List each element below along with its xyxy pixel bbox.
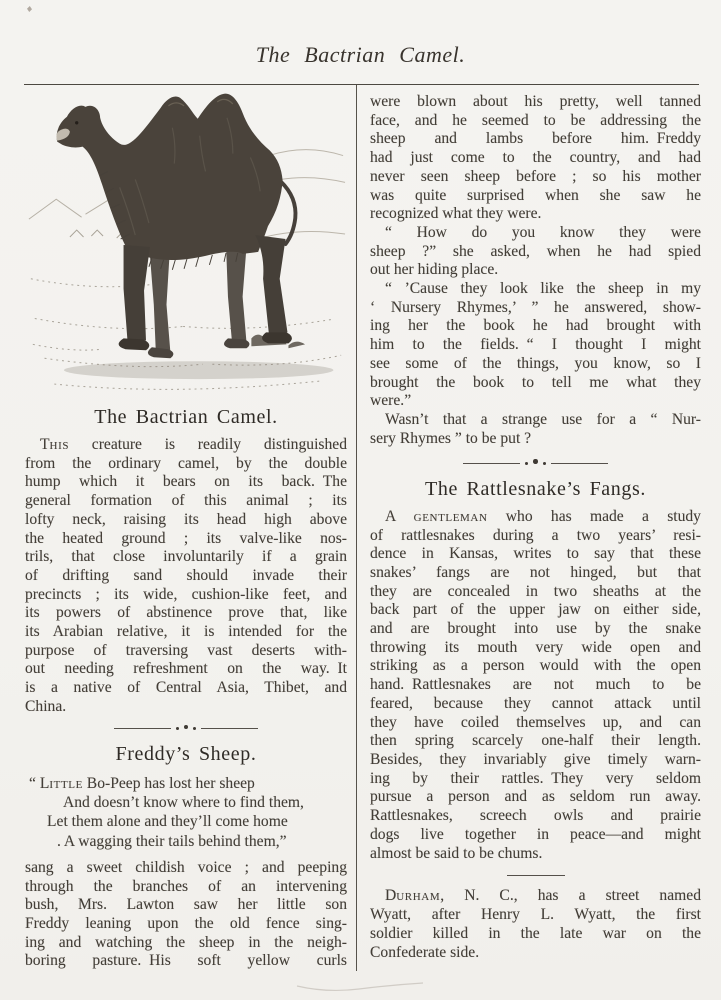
text-line: [25, 455, 347, 474]
text-run: trils, that close involuntarily if a grain: [25, 548, 347, 566]
text-run: of drifting sand should invade their: [25, 566, 347, 584]
text-run: almost be said to be chums.: [370, 844, 543, 862]
text-run: face, and he seemed to be addressing the: [370, 111, 701, 129]
text-run: never seen sheep before ; so his mother: [370, 167, 701, 185]
text-run: , N. C., has a street named: [440, 887, 701, 905]
text-run: . A wagging their tails behind them,”: [57, 832, 287, 850]
text-run: sheep ?” she asked, when he had spied: [370, 242, 701, 260]
text-line: [25, 859, 347, 878]
text-run: striking as a person would with the open: [370, 657, 701, 675]
text-line: [25, 934, 347, 953]
text-run: Bo-Peep has lost her sheep: [82, 775, 255, 793]
freddys-sheep-article-body: [25, 859, 347, 971]
text-line: [370, 601, 701, 620]
text-line: [370, 392, 701, 411]
camel-illustration: [25, 88, 347, 394]
text-line: [370, 93, 701, 112]
text-line: [370, 545, 701, 564]
text-run: sheep and lambs before him. Freddy: [370, 130, 701, 148]
text-line: [370, 657, 701, 676]
text-run: purpose of traversing vast deserts with-: [25, 641, 347, 659]
article-heading-rattlesnakes-fangs: The Rattlesnake’s Fangs.: [425, 477, 646, 500]
right-column: [356, 85, 701, 971]
text-line: [370, 261, 701, 280]
text-line: [25, 623, 347, 642]
text-run: back part of the upper jaw on either side,: [370, 601, 701, 619]
text-line: [370, 243, 701, 262]
text-run: feared, because they cannot attack until: [370, 694, 701, 712]
text-line: [25, 436, 347, 455]
text-line: [370, 527, 701, 546]
text-run: “ ’Cause they look like the sheep in my: [385, 280, 701, 298]
freddys-sheep-continuation: [370, 93, 701, 448]
text-run: out her hiding place.: [370, 261, 499, 279]
text-run: Rattlesnakes, screech owls and prairie: [370, 807, 701, 825]
paragraph: [25, 436, 347, 717]
divider-line: [201, 728, 258, 729]
text-line: [370, 732, 701, 751]
camel-near-hind-leg: [255, 235, 287, 334]
text-run: hand. Rattlesnakes are not much to be: [370, 676, 701, 694]
paragraph: [29, 774, 347, 851]
two-column-layout: [25, 85, 701, 971]
text-run: China.: [25, 697, 67, 715]
text-line: [25, 896, 347, 915]
text-run: soldier killed in the late war on the: [370, 924, 701, 942]
divider-line: [551, 463, 608, 464]
text-run: Freddy leaning upon the old fence sing-: [25, 914, 347, 932]
text-run: creature is readily distinguished: [69, 436, 347, 453]
text-line: [370, 807, 701, 826]
note-divider-rule: [507, 875, 565, 876]
text-run: brought the book to tell me what they: [370, 373, 701, 391]
text-line: [370, 224, 701, 243]
text-line: [29, 812, 347, 831]
text-run: they are concealed in two sheaths at the: [370, 582, 701, 600]
text-line: [370, 751, 701, 770]
text-line: [25, 492, 347, 511]
text-line: [29, 793, 347, 812]
paragraph: [370, 508, 701, 863]
text-run: Wasn’t that a strange use for a “ Nur-: [385, 410, 701, 428]
text-run: “ How do you know they were: [385, 223, 701, 241]
text-run: Confederate side.: [370, 943, 480, 961]
divider-dot: [525, 462, 528, 465]
text-run: is a native of Central Asia, Thibet, and: [25, 679, 347, 697]
text-line: [370, 508, 701, 527]
camel-far-legs: [150, 245, 247, 352]
bo-peep-poem: [29, 774, 347, 851]
divider-dot: [543, 462, 546, 465]
article-heading-bactrian-camel: The Bactrian Camel.: [94, 406, 278, 428]
text-run: D: [385, 887, 397, 905]
text-run: were blown about his pretty, well tanned: [370, 93, 701, 110]
text-run: was quite surprised when she saw he: [370, 186, 701, 204]
article-heading-freddys-sheep: Freddy’s Sheep.: [115, 743, 257, 766]
text-run: hump which it bears on its back. The: [25, 473, 347, 491]
text-line: [370, 317, 701, 336]
text-line: [370, 788, 701, 807]
text-line: [370, 280, 701, 299]
text-line: [370, 845, 701, 864]
text-line: [370, 168, 701, 187]
camel-near-front-leg: [124, 245, 150, 340]
text-run: sang a sweet childish voice ; and peeping: [25, 858, 347, 876]
text-line: [370, 187, 701, 206]
text-line: [25, 915, 347, 934]
text-run: ing by their rattles. They very seldom: [370, 769, 701, 787]
camel-eye: [75, 121, 78, 124]
paragraph: [370, 280, 701, 411]
text-run: see some of the things, you know, so I: [370, 354, 701, 372]
text-run: and are brought into use by the snake: [370, 620, 701, 638]
text-run: ing her the book he had brought with: [370, 317, 701, 335]
text-run: A: [385, 507, 414, 525]
text-run: from the ordinary camel, by the double: [25, 454, 347, 472]
text-line: [25, 530, 347, 549]
text-line: [25, 586, 347, 605]
text-line: [370, 944, 701, 963]
text-line: [25, 679, 347, 698]
small-caps-text: ittle: [49, 775, 83, 793]
text-run: were.”: [370, 392, 412, 410]
bactrian-camel-article-body: [25, 436, 347, 717]
small-caps-text: urham: [396, 887, 441, 905]
divider-ornament: [25, 727, 347, 732]
text-run: ‘ Nursery Rhymes,’ ” he answered, show-: [370, 298, 701, 316]
text-line: [370, 925, 701, 944]
text-line: [370, 826, 701, 845]
text-run: boring pasture. His soft yellow curls: [25, 952, 347, 970]
text-run: its powers of abstinence prove that, like: [25, 604, 347, 622]
text-line: [25, 604, 347, 623]
text-run: recognized what they were.: [370, 205, 542, 223]
text-line: [370, 130, 701, 149]
text-run: dence in Kansas, writes to say that these: [370, 545, 701, 563]
text-run: its Arabian relative, it is intended for the: [25, 623, 347, 641]
text-run: out needing refreshment on the way. It: [25, 660, 347, 678]
text-run: had just come to the country, and had: [370, 149, 701, 167]
text-line: [370, 887, 701, 906]
text-run: T: [40, 436, 50, 453]
left-column: [25, 85, 356, 971]
text-run: snakes’ fangs are not hinged, but that: [370, 563, 701, 581]
text-run: the heated ground ; its valve-like nos-: [25, 529, 347, 547]
text-line: [370, 620, 701, 639]
divider-ornament: [370, 461, 701, 466]
text-run: throwing its mouth very wide open and: [370, 638, 701, 656]
divider-dot: [184, 725, 189, 730]
text-line: [25, 952, 347, 971]
divider-dot: [533, 459, 538, 464]
text-line: [370, 355, 701, 374]
text-line: [370, 374, 701, 393]
text-line: [25, 473, 347, 492]
text-run: then spring scarcely one-half their length.: [370, 732, 701, 750]
paragraph: [25, 859, 347, 971]
text-run: bush, Mrs. Lawton saw her little son: [25, 896, 347, 914]
text-run: pursue a person and as seldom run away.: [370, 788, 701, 806]
text-run: Wyatt, after Henry L. Wyatt, the first: [370, 906, 701, 924]
text-line: [370, 695, 701, 714]
divider-dot: [176, 727, 179, 730]
text-run: lofty neck, raising its head high above: [25, 510, 347, 528]
text-line: [29, 774, 347, 793]
page-curl-mark: [295, 976, 425, 992]
divider-line: [463, 463, 520, 464]
text-line: [29, 832, 347, 851]
camel-engraving-svg: [25, 88, 347, 394]
text-line: [370, 205, 701, 224]
text-line: [370, 770, 701, 789]
text-line: [25, 878, 347, 897]
text-line: [370, 906, 701, 925]
paragraph: [370, 411, 701, 448]
text-line: [370, 714, 701, 733]
text-line: [25, 642, 347, 661]
text-line: [25, 698, 347, 717]
text-line: [370, 564, 701, 583]
text-line: [370, 676, 701, 695]
text-run: Let them alone and they’ll come home: [47, 813, 288, 831]
text-run: dogs live together in peace—and might: [370, 825, 701, 843]
text-run: “ L: [29, 775, 50, 793]
text-run: him to the fields. “ I thought I might: [370, 336, 701, 354]
durham-note-body: [370, 887, 701, 962]
divider-dot: [193, 727, 196, 730]
text-run: general formation of this animal ; its: [25, 492, 347, 510]
small-caps-text: his: [49, 436, 70, 453]
text-run: through the branches of an intervening: [25, 877, 347, 895]
paragraph: [370, 93, 701, 224]
divider-line: [114, 728, 171, 729]
camel-body: [57, 94, 283, 260]
text-line: [370, 411, 701, 430]
text-line: [370, 299, 701, 318]
rattlesnake-article-body: [370, 508, 701, 863]
text-line: [25, 567, 347, 586]
text-run: Besides, they invariably give timely warn-: [370, 751, 701, 768]
text-line: [370, 149, 701, 168]
text-line: [25, 548, 347, 567]
text-line: [370, 430, 701, 449]
text-run: ing and watching the sheep in the neigh-: [25, 933, 347, 951]
text-run: who has made a study: [487, 507, 701, 525]
text-line: [25, 660, 347, 679]
text-run: of rattlesnakes during a two years’ resi-: [370, 526, 701, 544]
text-line: [25, 511, 347, 530]
paragraph: [370, 224, 701, 280]
camel-tail: [281, 181, 296, 244]
camel-figure: [56, 94, 295, 359]
small-caps-text: gentleman: [413, 507, 488, 525]
camel-shadow: [64, 361, 333, 379]
text-line: [370, 583, 701, 602]
text-line: [370, 112, 701, 131]
text-run: And doesn’t know where to find them,: [63, 794, 304, 812]
text-run: sery Rhymes ” to be put ?: [370, 429, 532, 447]
text-run: they have coiled themselves up, and can: [370, 713, 701, 731]
text-line: [370, 639, 701, 658]
page-header-title: The Bactrian Camel.: [255, 42, 466, 67]
text-line: [370, 336, 701, 355]
paragraph: [370, 887, 701, 962]
text-run: precincts ; its wide, cushion-like feet, and: [25, 585, 347, 603]
